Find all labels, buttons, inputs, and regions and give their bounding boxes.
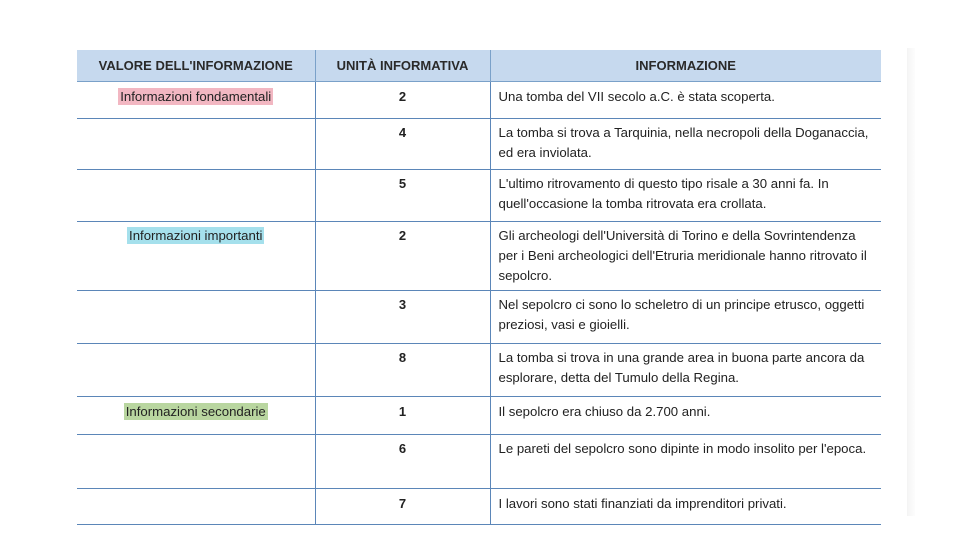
header-value: VALORE DELL'INFORMAZIONE bbox=[77, 50, 315, 82]
header-unit: UNITÀ INFORMATIVA bbox=[315, 50, 490, 82]
category-label-secondarie: Informazioni secondarie bbox=[125, 404, 266, 419]
value-cell bbox=[77, 397, 315, 435]
info-cell: La tomba si trova a Tarquinia, nella necropoli della Doganaccia, ed era inviolata. bbox=[490, 119, 881, 170]
info-cell: Il sepolcro era chiuso da 2.700 anni. bbox=[490, 397, 881, 435]
value-cell bbox=[77, 222, 315, 291]
value-cell bbox=[77, 291, 315, 344]
info-cell: Gli archeologi dell'Università di Torino e della Sovrintendenza per i Beni archeologici dell'Etruria meridionale hanno ritrovato il sepolcro. bbox=[490, 222, 881, 291]
table-row bbox=[77, 119, 881, 170]
table-body bbox=[77, 82, 881, 525]
value-cell bbox=[77, 170, 315, 222]
unit-cell: 5 bbox=[315, 170, 490, 222]
table-row bbox=[77, 222, 881, 291]
table-row bbox=[77, 489, 881, 525]
unit-cell: 4 bbox=[315, 119, 490, 170]
table-header bbox=[77, 50, 881, 82]
header-row bbox=[77, 50, 881, 82]
info-cell: Una tomba del VII secolo a.C. è stata scoperta. bbox=[490, 82, 881, 119]
info-cell: Le pareti del sepolcro sono dipinte in modo insolito per l'epoca. bbox=[490, 435, 881, 489]
unit-cell: 8 bbox=[315, 344, 490, 397]
table-row bbox=[77, 291, 881, 344]
table-row bbox=[77, 170, 881, 222]
unit-cell: 2 bbox=[315, 222, 490, 291]
unit-cell: 1 bbox=[315, 397, 490, 435]
category-label-importanti: Informazioni importanti bbox=[129, 228, 263, 243]
header-info: INFORMAZIONE bbox=[490, 50, 881, 82]
table-row bbox=[77, 344, 881, 397]
table-row bbox=[77, 397, 881, 435]
table-row bbox=[77, 435, 881, 489]
page-edge-shadow bbox=[907, 48, 915, 516]
unit-cell: 2 bbox=[315, 82, 490, 119]
value-cell bbox=[77, 82, 315, 119]
info-cell: L'ultimo ritrovamento di questo tipo risale a 30 anni fa. In quell'occasione la tomba ritrovata era crollata. bbox=[490, 170, 881, 222]
unit-cell: 7 bbox=[315, 489, 490, 525]
unit-cell: 3 bbox=[315, 291, 490, 344]
value-cell bbox=[77, 435, 315, 489]
info-cell: La tomba si trova in una grande area in buona parte ancora da esplorare, detta del Tumulo della Regina. bbox=[490, 344, 881, 397]
unit-cell: 6 bbox=[315, 435, 490, 489]
info-cell: I lavori sono stati finanziati da imprenditori privati. bbox=[490, 489, 881, 525]
value-cell bbox=[77, 344, 315, 397]
info-cell: Nel sepolcro ci sono lo scheletro di un principe etrusco, oggetti preziosi, vasi e gioielli. bbox=[490, 291, 881, 344]
value-cell bbox=[77, 119, 315, 170]
category-label-fondamentali: Informazioni fondamentali bbox=[120, 89, 272, 104]
table-row bbox=[77, 82, 881, 119]
value-cell bbox=[77, 489, 315, 525]
information-table bbox=[77, 50, 881, 525]
